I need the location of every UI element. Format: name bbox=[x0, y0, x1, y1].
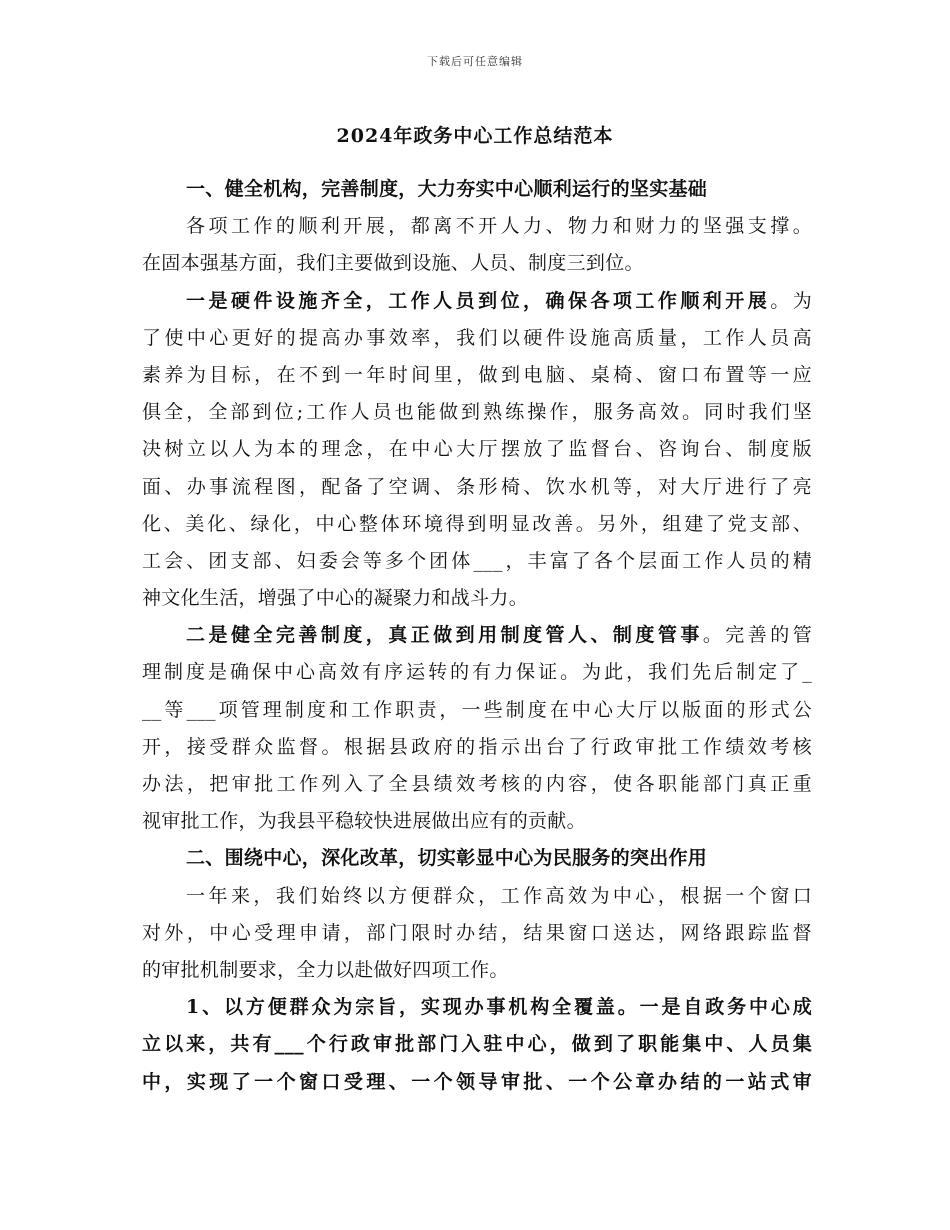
bold-paragraph-line: 1、以方便群众为宗旨，实现办事机构全覆盖。一是自政务中心成 bbox=[186, 996, 812, 1019]
bold-paragraph-line: 中，实现了一个窗口受理、一个领导审批、一个公章办结的一站式审 bbox=[142, 1070, 812, 1093]
header-note: 下载后可任意编辑 bbox=[427, 55, 523, 68]
section-heading-1: 一、健全机构，完善制度，大力夯实中心顺利运行的坚实基础 bbox=[186, 178, 708, 200]
body-line: 素养为目标，在不到一年时间里，做到电脑、桌椅、窗口布置等一应 bbox=[142, 363, 812, 386]
body-line bbox=[142, 283, 812, 320]
body-line: 视审批工作，为我县平稳较快进展做出应有的贡献。 bbox=[142, 810, 586, 833]
body-line: 理制度是确保中心高效有序运转的有力保证。为此，我们先后制定了_ bbox=[142, 661, 812, 684]
bold-paragraph-line: 立以来，共有___个行政审批部门入驻中心，做到了职能集中、人员集 bbox=[142, 1033, 812, 1056]
body-line: 面、办事流程图，配备了空调、条形椅、饮水机等，对大厅进行了亮 bbox=[142, 475, 812, 498]
body-line: 的审批机制要求，全力以赴做好四项工作。 bbox=[142, 958, 509, 981]
body-line: 俱全，全部到位;工作人员也能做到熟练操作，服务高效。同时我们坚 bbox=[142, 401, 812, 424]
body-text: 。完善的管 bbox=[702, 624, 812, 647]
body-line: 各项工作的顺利开展，都离不开人力、物力和财力的坚强支撑。 bbox=[186, 215, 812, 238]
bold-lead-text: 二是健全完善制度，真正做到用制度管人、制度管事 bbox=[186, 624, 703, 647]
body-line bbox=[142, 617, 812, 654]
body-line: 神文化生活，增强了中心的凝聚力和战斗力。 bbox=[142, 587, 529, 610]
body-line: 工会、团支部、妇委会等多个团体___，丰富了各个层面工作人员的精 bbox=[142, 549, 812, 572]
body-text: 。为 bbox=[770, 289, 812, 312]
bold-lead-text: 一是硬件设施齐全，工作人员到位，确保各项工作顺利开展 bbox=[186, 289, 771, 312]
body-line: 开，接受群众监督。根据县政府的指示出台了行政审批工作绩效考核 bbox=[142, 735, 812, 758]
body-line: 对外，中心受理申请，部门限时办结，结果窗口送达，网络跟踪监督 bbox=[142, 921, 812, 944]
body-line: 决树立以人为本的理念，在中心大厅摆放了监督台、咨询台、制度版 bbox=[142, 438, 812, 461]
document-title: 2024年政务中心工作总结范本 bbox=[336, 125, 614, 147]
body-line: 在固本强基方面，我们主要做到设施、人员、制度三到位。 bbox=[142, 252, 644, 275]
body-line: 了使中心更好的提高办事效率，我们以硬件设施高质量，工作人员高 bbox=[142, 326, 812, 349]
body-line: 化、美化、绿化，中心整体环境得到明显改善。另外，组建了党支部、 bbox=[142, 512, 812, 535]
body-line: 办法，把审批工作列入了全县绩效考核的内容，使各职能部门真正重 bbox=[142, 773, 812, 795]
body-line: __等___项管理制度和工作职责，一些制度在中心大厅以版面的形式公 bbox=[142, 698, 812, 721]
section-heading-2: 二、围绕中心，深化改革，切实彰显中心为民服务的突出作用 bbox=[186, 847, 708, 870]
body-line: 一年来，我们始终以方便群众，工作高效为中心，根据一个窗口 bbox=[186, 884, 812, 907]
document-body bbox=[142, 171, 812, 1101]
